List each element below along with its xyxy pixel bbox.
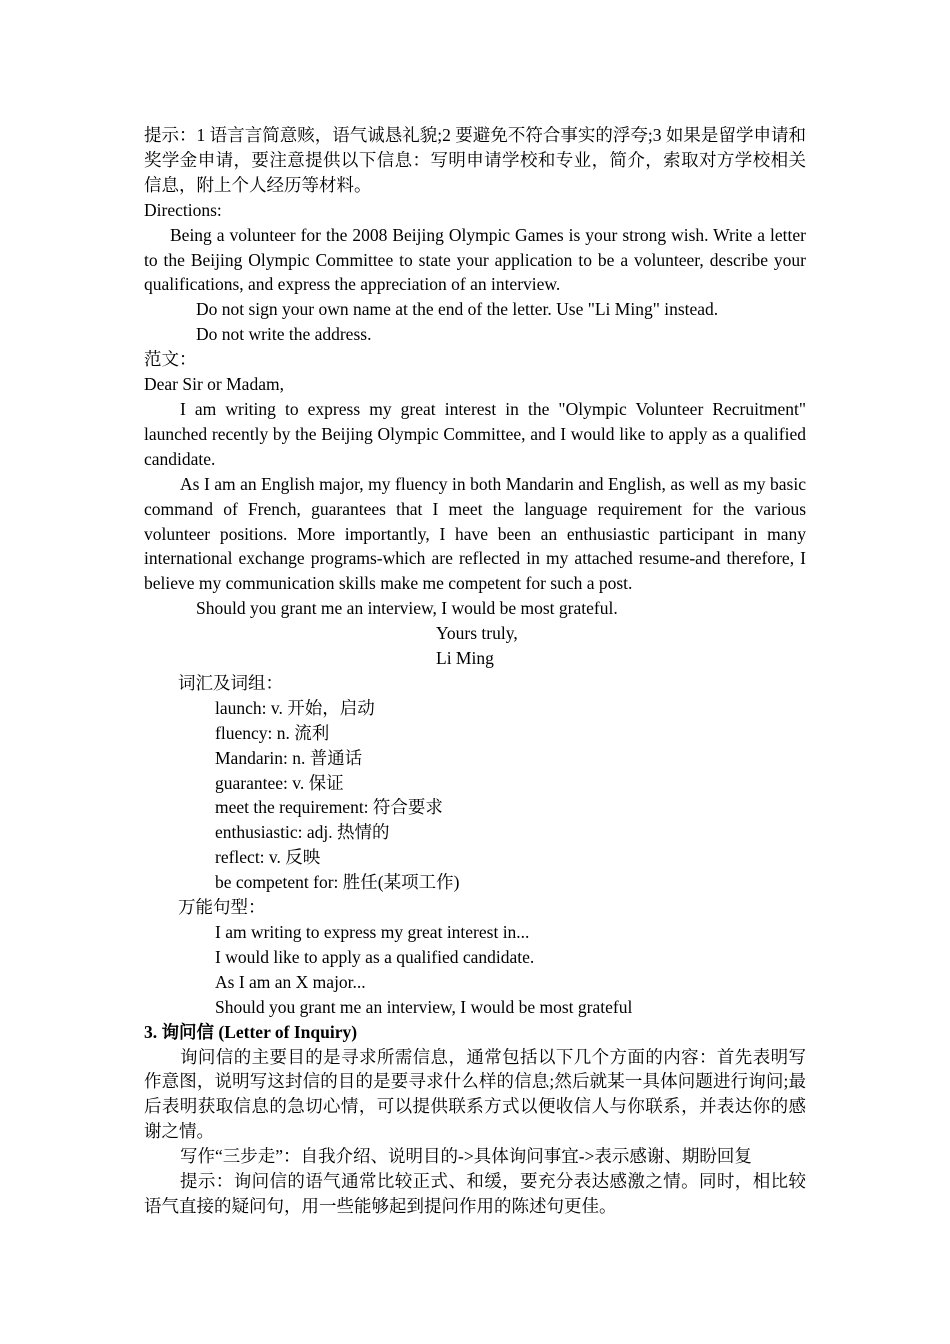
vocab-item: fluency: n. 流利 <box>215 722 330 743</box>
vocab-item: guarantee: v. 保证 <box>215 772 344 793</box>
vocab-item: enthusiastic: adj. 热情的 <box>215 822 390 843</box>
pattern-item: Should you grant me an interview, I would be most grateful <box>215 996 633 1017</box>
patterns-heading: 万能句型： <box>178 897 266 918</box>
tip-paragraph: 提示：1 语言言简意赅，语气诚恳礼貌;2 要避免不符合事实的浮夸;3 如果是留学申请和奖学金申请，要注意提供以下信息：写明申请学校和专业，简介，索取对方学校相关信息，附上个人经历等材料。 <box>144 125 806 195</box>
pattern-item: As I am an X major... <box>215 971 366 992</box>
letter-signature: Li Ming <box>436 648 494 669</box>
vocab-item: reflect: v. 反映 <box>215 847 321 868</box>
pattern-item: I am writing to express my great interest in... <box>215 922 530 942</box>
document-body <box>144 123 806 1219</box>
inquiry-paragraph-1: 询问信的主要目的是寻求所需信息，通常包括以下几个方面的内容：首先表明写作意图，说明写这封信的目的是要寻求什么样的信息;然后就某一具体问题进行询问;最后表明获取信息的急切心情，可以提供联系方式以便收信人与你联系，并表达你的感谢之情。 <box>144 1046 806 1142</box>
patterns-list <box>144 920 806 1020</box>
directions-note-address: Do not write the address. <box>196 324 372 345</box>
letter-paragraph-1: I am writing to express my great interest in the "Olympic Volunteer Recruitment" launched recently by the Beijing Olympic Committee, and I would like to apply as a qualified candidate. <box>144 398 806 469</box>
inquiry-paragraph-3: 提示：询问信的语气通常比较正式、和缓，要充分表达感激之情。同时，相比较语气直接的疑问句，用一些能够起到提问作用的陈述句更佳。 <box>144 1171 806 1216</box>
letter-paragraph-2: As I am an English major, my fluency in both Mandarin and English, as well as my basic command of French, guarantees that I meet the language requirement for the various volunteer positions. More importantly, I have been an enthusiastic participant in many international exchange programs-which are reflected in my attached resume-and therefore, I believe my communication skills make me competent for such a post. <box>144 473 806 594</box>
vocab-item: meet the requirement: 符合要求 <box>215 797 443 818</box>
pattern-item: I would like to apply as a qualified candidate. <box>215 946 535 967</box>
inquiry-heading: 3. 询问信 (Letter of Inquiry) <box>144 1021 358 1042</box>
vocab-heading: 词汇及词组： <box>178 672 283 693</box>
letter-closing: Yours truly, <box>436 623 518 644</box>
vocab-list <box>144 696 806 895</box>
vocab-item: Mandarin: n. 普通话 <box>215 747 363 768</box>
directions-note-signature: Do not sign your own name at the end of the letter. Use "Li Ming" instead. <box>196 299 719 320</box>
directions-body: Being a volunteer for the 2008 Beijing Olympic Games is your strong wish. Write a letter to the Beijing Olympic Committee to state your application to be a volunteer, describe your qualifications, and express the appreciation of an interview. <box>144 224 806 295</box>
letter-salutation: Dear Sir or Madam, <box>144 374 284 395</box>
sample-heading: 范文： <box>144 349 197 370</box>
vocab-item: launch: v. 开始，启动 <box>215 697 375 718</box>
letter-paragraph-3: Should you grant me an interview, I would be most grateful. <box>196 598 618 619</box>
vocab-item: be competent for: 胜任(某项工作) <box>215 872 460 893</box>
directions-heading: Directions: <box>144 199 222 220</box>
inquiry-paragraph-2: 写作“三步走”：自我介绍、说明目的->具体询问事宜->表示感谢、期盼回复 <box>180 1146 752 1167</box>
